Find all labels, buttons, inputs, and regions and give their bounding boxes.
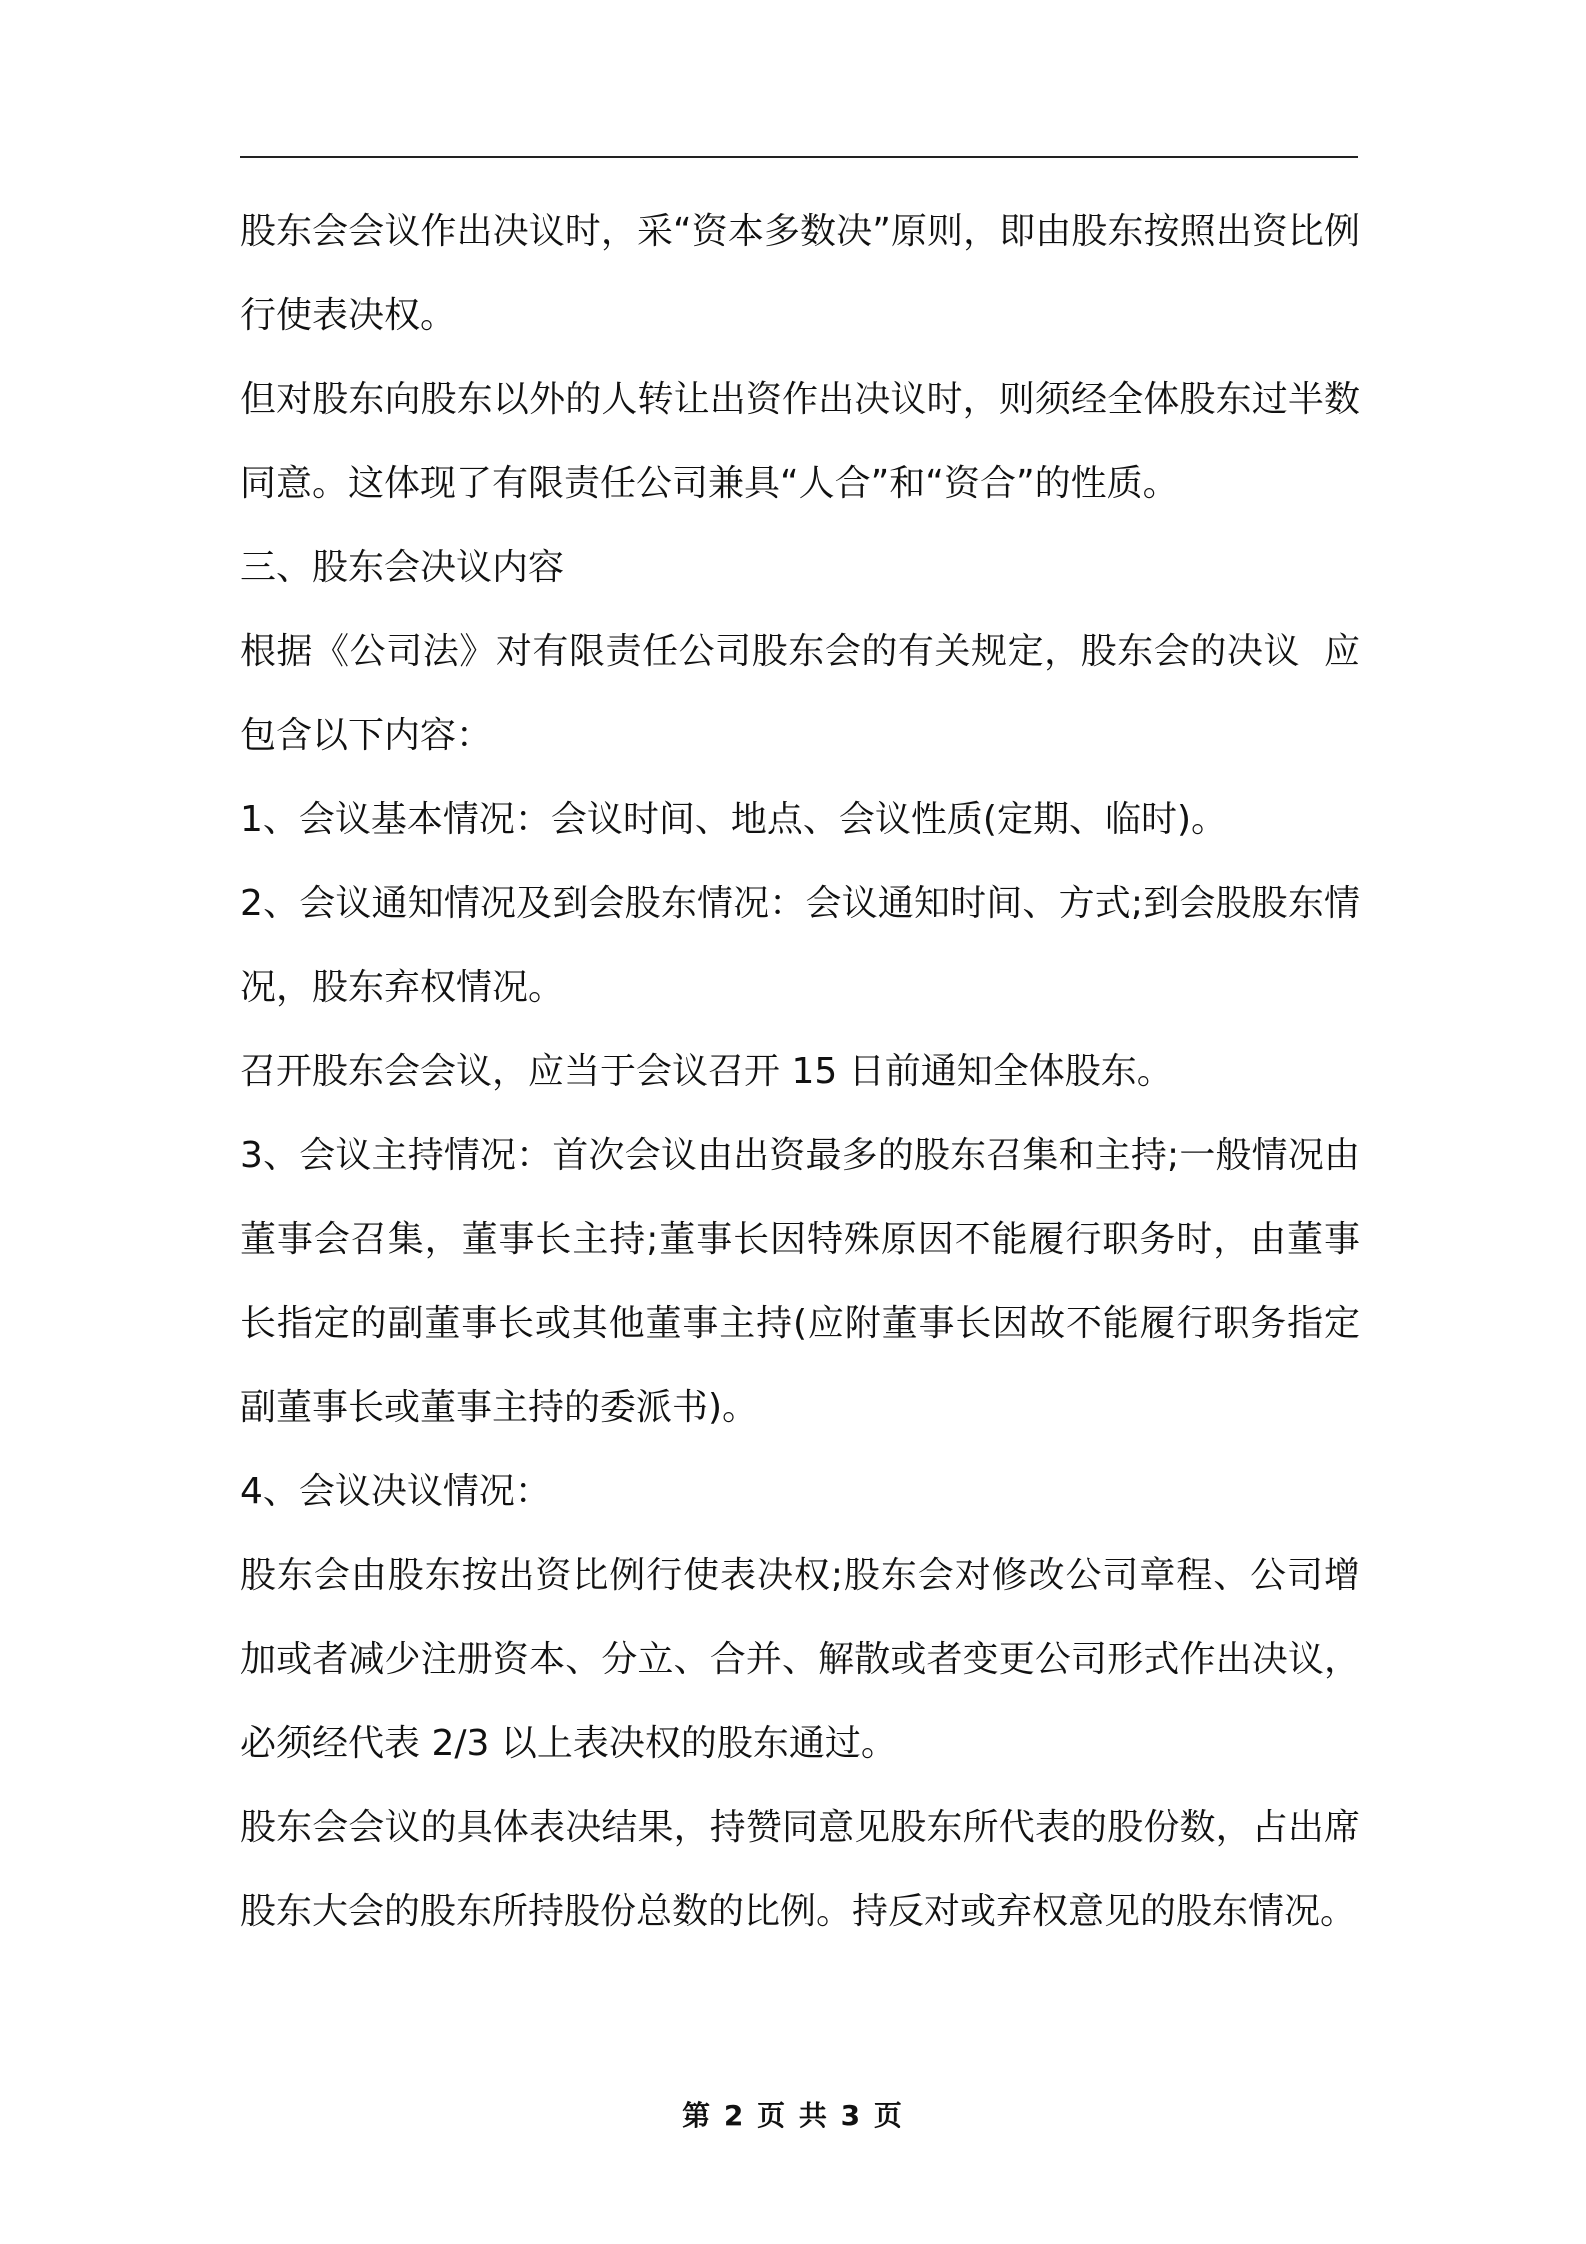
paragraph-6: 股东会会议的具体表决结果，持赞同意见股东所代表的股份数，占出席股东大会的股东所持股份总数的比例。持反对或弃权意见的股东情况。 [240,1807,1360,1932]
header-rule [240,156,1358,158]
paragraph-5: 股东会由股东按出资比例行使表决权;股东会对修改公司章程、公司增加或者减少注册资本、分立、合并、解散或者变更公司形式作出决议，必须经代表 2/3 以上表决权的股东通过。 [240,1555,1360,1764]
section-heading: 三、股东会决议内容 [240,547,565,588]
paragraph-4: 召开股东会会议，应当于会议召开 15 日前通知全体股东。 [240,1051,1173,1092]
list-item-2: 2、会议通知情况及到会股东情况：会议通知时间、方式;到会股股东情况，股东弃权情况。 [240,883,1360,1008]
list-item-1: 1、会议基本情况：会议时间、地点、会议性质(定期、临时)。 [240,799,1227,840]
paragraph-1: 股东会会议作出决议时，采“资本多数决”原则，即由股东按照出资比例行使表决权。 [240,211,1360,336]
list-item-3: 3、会议主持情况：首次会议由出资最多的股东召集和主持;一般情况由董事会召集，董事长主持;董事长因特殊原因不能履行职务时，由董事长指定的副董事长或其他董事主持(应附董事长因故不能履行职务指定副董事长或董事主持的委派书)。 [240,1135,1360,1428]
list-item-4: 4、会议决议情况： [240,1471,551,1512]
document-body [240,190,1360,1954]
paragraph-3: 根据《公司法》对有限责任公司股东会的有关规定，股东会的决议 应包含以下内容： [240,631,1360,756]
paragraph-2: 但对股东向股东以外的人转让出资作出决议时，则须经全体股东过半数同意。这体现了有限责任公司兼具“人合”和“资合”的性质。 [240,379,1360,504]
page-number-footer: 第 2 页 共 3 页 [682,2099,904,2132]
